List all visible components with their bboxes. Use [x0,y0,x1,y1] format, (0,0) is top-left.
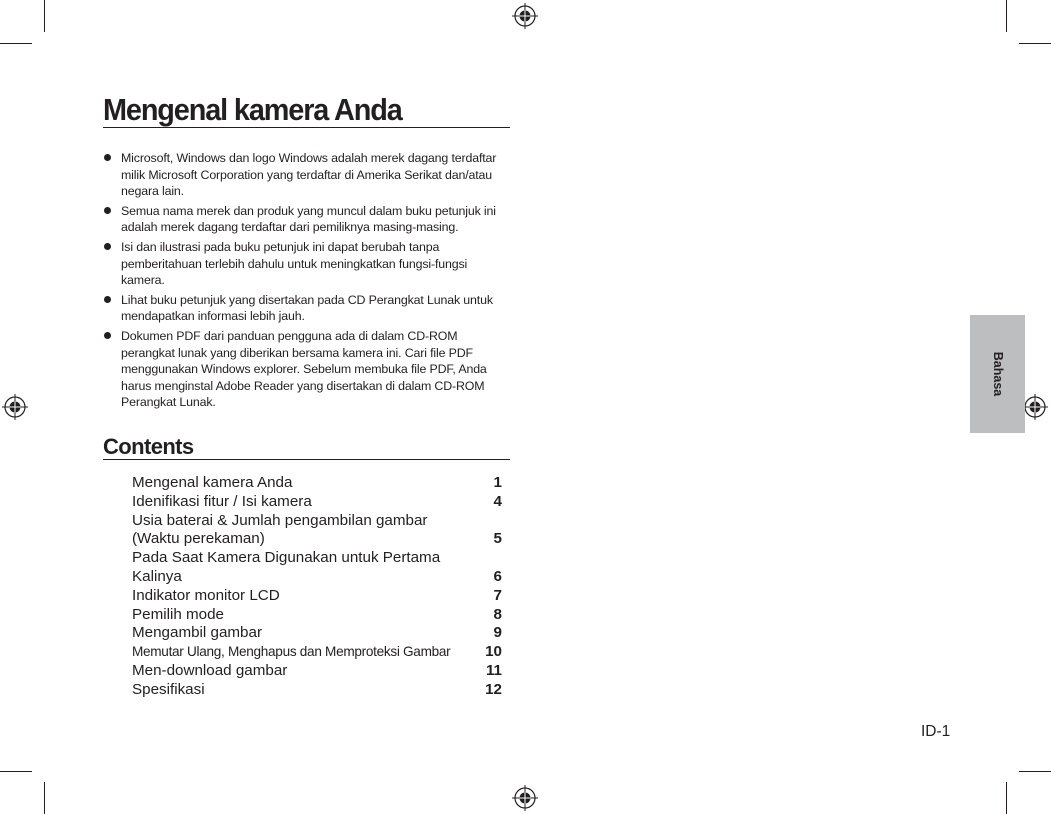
crop-mark [1019,43,1051,44]
toc-entry[interactable] [132,606,502,625]
toc-entry[interactable] [132,681,502,700]
toc-entry[interactable] [132,662,502,681]
list-item: Lihat buku petunjuk yang disertakan pada CD Perangkat Lunak untuk mendapatkan informasi lebih jauh. [104,292,514,325]
contents-heading: Contents [103,434,194,459]
toc-entry[interactable] [132,549,502,587]
list-item: Isi dan ilustrasi pada buku petunjuk ini dapat berubah tanpa pemberitahuan terlebih dahulu untuk meningkatkan fungsi-fungsi kamera. [104,239,514,289]
registration-mark-icon [2,394,28,420]
bullet-dot-icon [104,332,111,339]
crop-mark [44,0,45,32]
list-item: Dokumen PDF dari panduan pengguna ada di dalam CD-ROM perangkat lunak yang diberikan bersama kamera ini. Cari file PDF menggunakan Windows explorer. Sebelum membuka file PDF, Anda harus menginstal Adobe Reader yang disertakan di dalam CD-ROM Perangkat Lunak. [104,328,514,411]
crop-mark [0,43,32,44]
toc-entry[interactable] [132,624,502,643]
toc-entry-page: 1 [493,474,502,491]
notice-list [104,150,514,414]
list-item: Semua nama merek dan produk yang muncul dalam buku petunjuk ini adalah merek dagang terdaftar dari pemiliknya masing-masing. [104,203,514,236]
toc-entry-label: Indikator monitor LCD [132,586,280,604]
toc-entry[interactable] [132,474,502,493]
toc-entry-page: 8 [493,605,502,623]
bullet-dot-icon [104,154,111,161]
crop-mark [1006,782,1007,814]
toc-entry-page: 6 [493,567,502,585]
toc-entry-page: 12 [485,680,502,698]
toc-entry[interactable] [132,493,502,512]
toc-entry-label: Usia baterai & Jumlah pengambilan gambar (Waktu perekaman) [132,511,428,548]
toc-entry[interactable] [132,511,502,550]
toc-entry-page: 7 [493,586,502,604]
toc-entry[interactable] [132,643,502,662]
toc-entry-label: Pada Saat Kamera Digunakan untuk Pertama Kalinya [132,549,441,585]
table-of-contents [132,474,502,700]
toc-entry-label: Men-download gambar [132,661,288,679]
toc-entry-page: 11 [485,661,502,679]
registration-mark-icon [512,785,538,811]
crop-mark [1019,771,1051,772]
title-underline [103,127,510,128]
side-tab-label: Bahasa [990,351,1005,397]
toc-entry[interactable] [132,587,502,606]
bullet-dot-icon [104,207,111,214]
bullet-dot-icon [104,296,111,303]
list-item: Microsoft, Windows dan logo Windows adalah merek dagang terdaftar milik Microsoft Corporation yang terdaftar di Amerika Serikat dan/atau negara lain. [104,150,514,200]
registration-mark-icon [512,3,538,29]
toc-entry-page: 4 [493,492,502,510]
toc-entry-page: 5 [493,530,502,548]
toc-entry-page: 10 [485,643,502,661]
toc-entry-page: 9 [493,624,502,642]
crop-mark [44,782,45,814]
bullet-dot-icon [104,243,111,250]
contents-underline [103,459,510,460]
crop-mark [0,771,32,772]
toc-entry-label: Memutar Ulang, Menghapus dan Memproteksi Gambar [132,644,451,660]
registration-mark-icon [1022,394,1048,420]
toc-entry-label: Spesifikasi [132,680,205,698]
crop-mark [1006,0,1007,32]
toc-entry-label: Idenifikasi fitur / Isi kamera [132,492,312,510]
toc-entry-label: Mengambil gambar [132,624,262,642]
language-side-tab [970,315,1025,433]
toc-entry-label: Mengenal kamera Anda [132,474,293,491]
page-number: ID-1 [921,723,951,740]
toc-entry-label: Pemilih mode [132,605,225,623]
page-title: Mengenal kamera Anda [103,92,402,127]
